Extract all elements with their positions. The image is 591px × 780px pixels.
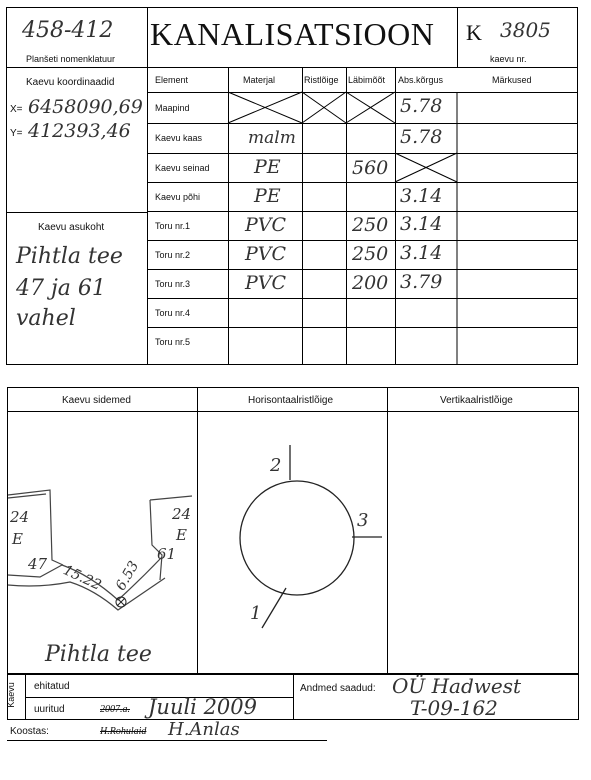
col-header-diameter: Läbimõõt — [348, 74, 386, 85]
col-header-cross: Ristlõige — [304, 74, 339, 85]
cell-diameter-pipe1: 250 — [352, 214, 389, 236]
col-header-abs: Abs.kõrgus — [398, 74, 444, 85]
data-from-line-2: T-09-162 — [410, 696, 498, 720]
data-from-label: Andmed saadud: — [300, 683, 376, 694]
table-row: Toru nr.3 — [155, 278, 191, 289]
sketch-right-building-type: E — [176, 526, 187, 544]
nomenclature-value: 458-412 — [22, 18, 114, 43]
y-prefix: Y= — [10, 128, 23, 139]
compiled-label: Koostas: — [10, 726, 49, 737]
pipe-label-1: 1 — [250, 603, 262, 624]
sketch-left-building-type: E — [12, 530, 23, 548]
cell-abs-pipe1: 3.14 — [400, 213, 443, 235]
compiled-hand: H.Anlas — [168, 719, 240, 740]
cell-diameter-pipe2: 250 — [352, 243, 389, 265]
location-line-2: 47 ja 61 — [16, 276, 106, 301]
sketch-right-house: 61 — [157, 545, 177, 563]
x-prefix: X= — [10, 104, 23, 115]
location-label: Kaevu asukoht — [38, 222, 105, 233]
cell-material-pipe2: PVC — [245, 243, 287, 265]
table-row: Toru nr.1 — [155, 220, 191, 231]
surveyed-label: uuritud — [34, 704, 65, 715]
sketch-distance-1: 15.22 — [60, 562, 104, 594]
compiled-print: H.Rohulaid — [100, 726, 147, 737]
sketch-right-building-number: 24 — [172, 505, 192, 523]
location-line-3: vahel — [16, 306, 76, 331]
col-header-element: Element — [155, 74, 189, 85]
coordinates-label: Kaevu koordinaadid — [26, 77, 115, 88]
table-row: Maapind — [155, 102, 190, 113]
col-title-vertical: Vertikaalristlõige — [440, 395, 513, 406]
table-row: Toru nr.2 — [155, 249, 191, 260]
surveyed-date-hand: Juuli 2009 — [148, 695, 258, 719]
surveyed-year-print: 2007.a. — [100, 704, 130, 715]
pipe-label-3: 3 — [357, 510, 369, 531]
table-row: Kaevu seinad — [155, 162, 210, 173]
cell-material-pipe3: PVC — [245, 272, 287, 294]
col-header-material: Materjal — [243, 74, 276, 85]
location-line-1: Pihtla tee — [16, 244, 123, 269]
cell-material-bottom: PE — [254, 185, 281, 207]
sketch-distance-2: 6.53 — [112, 558, 143, 594]
nomenclature-label: Planšeti nomenklatuur — [26, 54, 116, 64]
y-coordinate: 412393,46 — [28, 120, 131, 142]
sketch-street: Pihtla tee — [45, 642, 152, 667]
x-coordinate: 6458090,69 — [28, 96, 143, 118]
footer-kaevu-label: Kaevu — [5, 682, 16, 708]
cell-material-walls: PE — [254, 156, 281, 178]
col-title-connections: Kaevu sidemed — [62, 395, 131, 406]
type-prefix: K — [466, 20, 482, 45]
well-number: 3805 — [500, 18, 551, 42]
data-from-line-1: OÜ Hadwest — [392, 674, 522, 698]
cell-material-pipe1: PVC — [245, 214, 287, 236]
cell-material-cover: malm — [248, 128, 296, 148]
table-row: Toru nr.5 — [155, 337, 191, 347]
cell-diameter-pipe3: 200 — [352, 272, 389, 294]
well-number-label: kaevu nr. — [490, 54, 527, 64]
cell-abs-cover: 5.78 — [400, 126, 443, 148]
sketch-left-house: 47 — [28, 555, 48, 573]
cell-abs-bottom: 3.14 — [400, 185, 443, 207]
table-row: Kaevu kaas — [155, 133, 203, 143]
pipe-label-2: 2 — [270, 455, 282, 476]
cell-abs-ground: 5.78 — [400, 95, 443, 117]
built-label: ehitatud — [34, 681, 70, 692]
cell-abs-pipe2: 3.14 — [400, 242, 443, 264]
cell-diameter-walls: 560 — [352, 157, 389, 179]
table-row: Toru nr.4 — [155, 307, 191, 318]
page-title: KANALISATSIOON — [150, 16, 435, 52]
table-row: Kaevu põhi — [155, 191, 201, 202]
col-header-notes: Märkused — [492, 74, 532, 85]
cell-abs-pipe3: 3.79 — [400, 271, 443, 293]
col-title-horizontal: Horisontaalristlõige — [248, 395, 334, 406]
sketch-left-building-number: 24 — [10, 508, 30, 526]
